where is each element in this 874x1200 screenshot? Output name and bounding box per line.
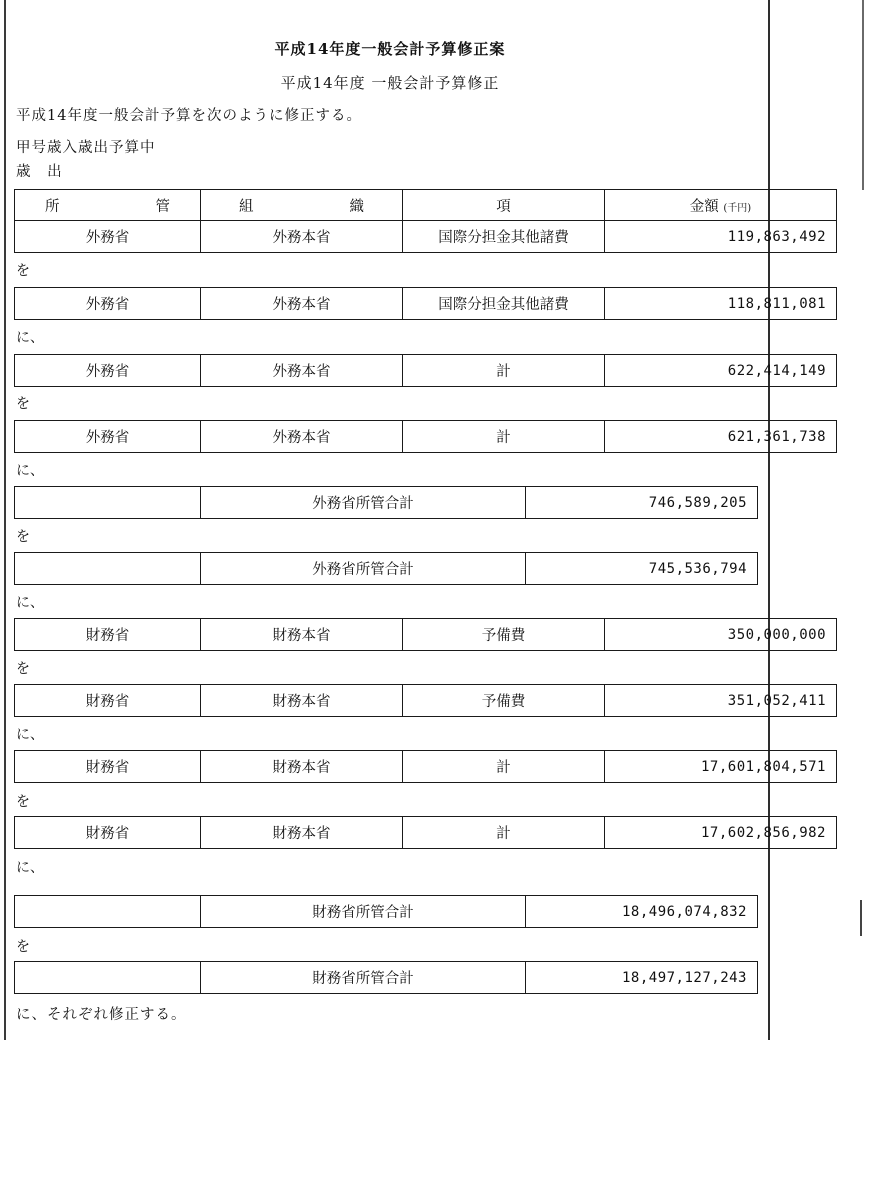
- budget-table: [14, 750, 837, 783]
- scan-border-left: [4, 0, 6, 1040]
- cell-ministry: 財務省: [15, 751, 201, 783]
- table-row-total: [15, 896, 758, 928]
- cell-amount: 18,496,074,832: [526, 896, 758, 928]
- cell-ministry: 外務省: [15, 355, 201, 387]
- table-row-total: [15, 487, 758, 519]
- document-subtitle: 平成14年度 一般会計予算修正: [280, 74, 500, 92]
- cell-amount: 17,601,804,571: [605, 751, 837, 783]
- connector-wo: を: [16, 939, 30, 955]
- cell-organization: 財務本省: [201, 685, 403, 717]
- table-row: [15, 685, 837, 717]
- cell-ministry: [15, 553, 201, 585]
- cell-amount: 17,602,856,982: [605, 817, 837, 849]
- scan-border-right: [768, 0, 770, 1040]
- cell-amount: 621,361,738: [605, 421, 837, 453]
- header-row: [15, 190, 837, 221]
- cell-organization: 外務本省: [201, 355, 403, 387]
- connector-wo: を: [16, 263, 30, 279]
- cell-item: 計: [403, 817, 605, 849]
- scan-artifact: [860, 900, 862, 936]
- header-organization: 組 織: [201, 190, 403, 221]
- table-row-total: [15, 553, 758, 585]
- cell-item: 国際分担金其他諸費: [403, 288, 605, 320]
- table-row-total: [15, 962, 758, 994]
- connector-wo: を: [16, 396, 30, 412]
- cell-organization: 財務本省: [201, 817, 403, 849]
- scan-artifact: [862, 0, 864, 190]
- cell-ministry: [15, 896, 201, 928]
- cell-item: 国際分担金其他諸費: [403, 221, 605, 253]
- table-row: [15, 619, 837, 651]
- cell-item: 計: [403, 421, 605, 453]
- cell-amount: 119,863,492: [605, 221, 837, 253]
- budget-table: [14, 287, 837, 320]
- header-amount: 金額 (千円): [605, 190, 837, 221]
- cell-item: 予備費: [403, 685, 605, 717]
- cell-amount: 622,414,149: [605, 355, 837, 387]
- budget-table: [14, 816, 837, 849]
- connector-ni: に、: [16, 463, 44, 479]
- budget-table: [14, 961, 758, 994]
- connector-ni: に、: [16, 595, 44, 611]
- connector-wo: を: [16, 529, 30, 545]
- budget-table: [14, 684, 837, 717]
- intro-text: 平成14年度一般会計予算を次のように修正する。: [16, 108, 362, 124]
- cell-subtotal-label: 財務省所管合計: [201, 962, 526, 994]
- cell-ministry: 外務省: [15, 288, 201, 320]
- cell-ministry: 財務省: [15, 619, 201, 651]
- connector-wo: を: [16, 661, 30, 677]
- cell-organization: 外務本省: [201, 221, 403, 253]
- budget-table: [14, 354, 837, 387]
- cell-organization: 外務本省: [201, 421, 403, 453]
- header-item: 項: [403, 190, 605, 221]
- table-row: [15, 288, 837, 320]
- cell-amount: 350,000,000: [605, 619, 837, 651]
- cell-subtotal-label: 財務省所管合計: [201, 896, 526, 928]
- table-row: [15, 817, 837, 849]
- connector-ni: に、: [16, 330, 44, 346]
- header-ministry: 所 管: [15, 190, 201, 221]
- cell-amount: 18,497,127,243: [526, 962, 758, 994]
- table-row: [15, 355, 837, 387]
- cell-ministry: 外務省: [15, 421, 201, 453]
- cell-organization: 外務本省: [201, 288, 403, 320]
- budget-table: [14, 420, 837, 453]
- budget-table: [14, 618, 837, 651]
- section-kou: 甲号歳入歳出予算中: [16, 140, 156, 156]
- cell-item: 予備費: [403, 619, 605, 651]
- cell-ministry: [15, 962, 201, 994]
- cell-subtotal-label: 外務省所管合計: [201, 553, 526, 585]
- cell-amount: 746,589,205: [526, 487, 758, 519]
- section-saishutsu: 歳 出: [16, 164, 68, 180]
- cell-organization: 財務本省: [201, 751, 403, 783]
- cell-ministry: [15, 487, 201, 519]
- cell-ministry: 財務省: [15, 817, 201, 849]
- budget-table: [14, 486, 758, 519]
- cell-amount: 118,811,081: [605, 288, 837, 320]
- document-title: 平成14年度一般会計予算修正案: [274, 40, 506, 58]
- connector-wo: を: [16, 794, 30, 810]
- cell-ministry: 財務省: [15, 685, 201, 717]
- cell-item: 計: [403, 751, 605, 783]
- table-row: [15, 421, 837, 453]
- budget-table-header: [14, 189, 837, 253]
- table-row: [15, 751, 837, 783]
- cell-amount: 745,536,794: [526, 553, 758, 585]
- table-row: [15, 221, 837, 253]
- cell-amount: 351,052,411: [605, 685, 837, 717]
- budget-table: [14, 552, 758, 585]
- connector-ni: に、: [16, 727, 44, 743]
- cell-ministry: 外務省: [15, 221, 201, 253]
- cell-subtotal-label: 外務省所管合計: [201, 487, 526, 519]
- connector-ni: に、: [16, 860, 44, 876]
- cell-item: 計: [403, 355, 605, 387]
- budget-table: [14, 895, 758, 928]
- cell-organization: 財務本省: [201, 619, 403, 651]
- closing-text: に、それぞれ修正する。: [16, 1007, 187, 1023]
